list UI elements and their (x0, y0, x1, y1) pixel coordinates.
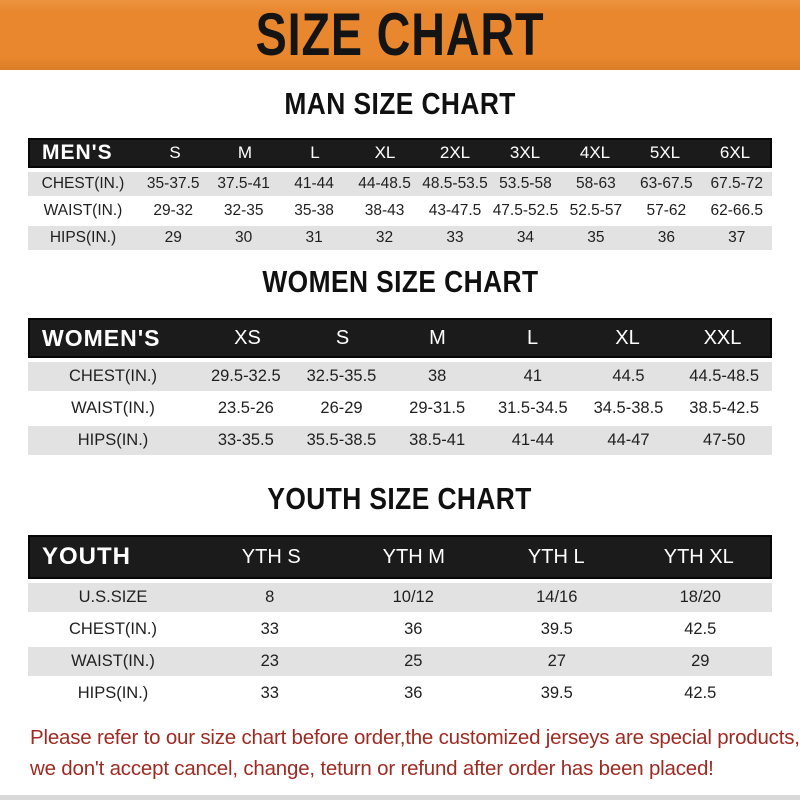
table-header-bar (28, 535, 772, 579)
cell-value: 44.5 (612, 367, 645, 385)
table-row (28, 647, 772, 676)
column-header: S (169, 143, 181, 162)
size-chart-section-youth (0, 481, 800, 708)
cell-value: 33-35.5 (217, 431, 274, 449)
cell-value: 10/12 (392, 588, 434, 606)
column-header: YTH S (241, 545, 301, 568)
cell-value: 57-62 (646, 202, 687, 219)
cell-value: 35-37.5 (146, 175, 200, 192)
row-label: HIPS(IN.) (77, 684, 149, 702)
table-row (28, 226, 772, 250)
cell-value: 34 (516, 229, 535, 246)
row-label: HIPS(IN.) (49, 229, 117, 246)
column-header: YTH L (527, 545, 585, 568)
column-header: M (429, 326, 446, 349)
cell-value: 52.5-57 (569, 202, 623, 219)
column-header: XXL (703, 326, 742, 349)
cell-value: 35.5-38.5 (306, 431, 377, 449)
cell-value: 42.5 (684, 620, 717, 638)
cell-value: 63-67.5 (640, 175, 693, 192)
row-label: WAIST(IN.) (71, 399, 155, 417)
table-body (28, 172, 772, 250)
cell-value: 44-48.5 (358, 175, 411, 192)
cell-value: 34.5-38.5 (593, 399, 664, 417)
size-chart-banner (0, 0, 800, 70)
cell-value: 36 (657, 229, 675, 246)
section-heading (0, 481, 800, 517)
cell-value: 25 (404, 652, 423, 670)
cell-value: 67.5-72 (710, 175, 764, 192)
cell-value: 8 (265, 588, 275, 606)
table-row (28, 426, 772, 455)
cell-value: 41 (523, 367, 542, 385)
cell-value: 39.5 (540, 684, 573, 702)
cell-value: 41-44 (511, 431, 554, 449)
column-header: XL (615, 326, 640, 349)
table-header-label: WOMEN'S (42, 324, 161, 351)
cell-value: 43-47.5 (428, 202, 482, 219)
cell-value: 47.5-52.5 (492, 202, 559, 219)
row-label: WAIST(IN.) (71, 652, 155, 670)
section-heading-text: MAN SIZE CHART (284, 86, 516, 121)
table-body (28, 583, 772, 708)
cell-value: 33 (260, 684, 279, 702)
column-header: 2XL (439, 143, 471, 162)
cell-value: 41-44 (294, 175, 334, 192)
cell-value: 38.5-41 (409, 431, 466, 449)
cell-value: 30 (235, 229, 253, 246)
cell-value: 36 (404, 620, 423, 638)
cell-value: 29 (164, 229, 182, 246)
column-header: YTH M (382, 545, 445, 568)
table-row (28, 583, 772, 612)
footer-notice-line1: Please refer to our size chart before order,the customized jerseys are special products, (30, 726, 800, 749)
table-header-label: YOUTH (42, 543, 131, 570)
table-header-bar (28, 318, 772, 358)
row-label: U.S.SIZE (78, 588, 148, 606)
column-header: L (310, 143, 320, 162)
cell-value: 29-31.5 (409, 399, 466, 417)
table-header-bar (28, 138, 772, 168)
section-heading (0, 86, 800, 122)
cell-value: 37.5-41 (217, 175, 270, 192)
table-row (28, 362, 772, 391)
size-chart-section-men (0, 86, 800, 250)
cell-value: 53.5-58 (499, 175, 552, 192)
column-header: XS (234, 326, 261, 349)
cell-value: 29-32 (153, 202, 194, 219)
page-title: SIZE CHART (255, 1, 545, 69)
column-header: L (526, 326, 539, 349)
column-header: 3XL (509, 143, 541, 162)
row-label: CHEST(IN.) (69, 620, 157, 638)
bottom-edge-strip (0, 795, 800, 800)
cell-value: 44-47 (607, 431, 650, 449)
row-label: CHEST(IN.) (41, 175, 125, 192)
cell-value: 23 (260, 652, 279, 670)
cell-value: 27 (547, 652, 566, 670)
section-heading (0, 264, 800, 300)
cell-value: 32.5-35.5 (306, 367, 377, 385)
cell-value: 48.5-53.5 (422, 175, 488, 192)
size-table (28, 318, 772, 455)
footer-notice-line2: we don't accept cancel, change, teturn or refund after order has been placed! (30, 757, 714, 780)
cell-value: 23.5-26 (217, 399, 274, 417)
footer-notice (30, 722, 800, 784)
cell-value: 38 (427, 367, 447, 385)
row-label: CHEST(IN.) (69, 367, 157, 385)
section-heading-text: WOMEN SIZE CHART (261, 264, 539, 299)
cell-value: 37 (728, 229, 746, 246)
cell-value: 38-43 (364, 202, 405, 219)
row-label: WAIST(IN.) (43, 202, 123, 219)
size-table (28, 535, 772, 708)
cell-value: 44.5-48.5 (689, 367, 760, 385)
cell-value: 29.5-32.5 (210, 367, 281, 385)
cell-value: 42.5 (684, 684, 717, 702)
cell-value: 32-35 (223, 202, 264, 219)
cell-value: 36 (404, 684, 423, 702)
cell-value: 31.5-34.5 (497, 399, 568, 417)
table-body (28, 362, 772, 455)
column-header: YTH XL (663, 545, 734, 568)
size-chart-section-women (0, 264, 800, 455)
table-row (28, 679, 772, 708)
column-header: M (237, 143, 253, 162)
column-header: 6XL (719, 143, 751, 162)
cell-value: 32 (375, 229, 394, 246)
table-row (28, 199, 772, 223)
column-header: XL (374, 143, 396, 162)
section-heading-text: YOUTH SIZE CHART (267, 481, 533, 516)
cell-value: 39.5 (540, 620, 573, 638)
cell-value: 33 (260, 620, 279, 638)
cell-value: 58-63 (576, 175, 616, 192)
column-header: 4XL (579, 143, 611, 162)
cell-value: 38.5-42.5 (689, 399, 760, 417)
cell-value: 18/20 (679, 588, 721, 606)
cell-value: 31 (305, 229, 323, 246)
size-chart-sections (0, 86, 800, 708)
cell-value: 35-38 (294, 202, 334, 219)
column-header: 5XL (649, 143, 681, 162)
cell-value: 47-50 (703, 431, 746, 449)
table-row (28, 615, 772, 644)
cell-value: 62-66.5 (710, 202, 764, 219)
table-header-label: MEN'S (42, 141, 113, 164)
cell-value: 29 (691, 652, 710, 670)
size-table (28, 138, 772, 250)
table-row (28, 172, 772, 196)
cell-value: 35 (587, 229, 605, 246)
table-row (28, 394, 772, 423)
cell-value: 33 (446, 229, 464, 246)
cell-value: 14/16 (536, 588, 578, 606)
column-header: S (335, 326, 350, 349)
cell-value: 26-29 (320, 399, 363, 417)
row-label: HIPS(IN.) (77, 431, 149, 449)
